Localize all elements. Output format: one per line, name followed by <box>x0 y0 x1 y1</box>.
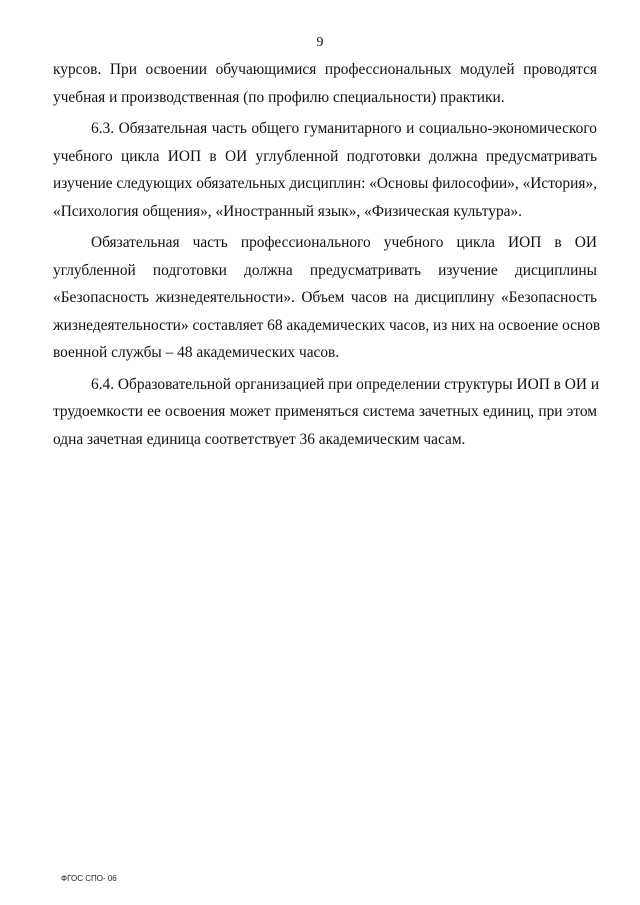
text-line: учебного цикла ИОП в ОИ углубленной подготовки должна предусматривать <box>53 147 597 165</box>
text-line: «Безопасность жизнедеятельности». Объем часов на дисциплину «Безопасность <box>53 289 597 306</box>
text-line: трудоемкости ее освоения может применяться система зачетных единиц, при этом <box>53 403 597 420</box>
text-line: военной службы – 48 академических часов. <box>53 344 340 361</box>
text-line: одна зачетная единица соответствует 36 академическим часам. <box>53 430 466 448</box>
page-number: 9 <box>316 35 324 50</box>
document-body <box>53 56 601 457</box>
text-line: учебная и производственная (по профилю специальности) практики. <box>53 88 505 106</box>
text-line: 6.3. Обязательная часть общего гуманитарного и социально-экономического <box>91 120 597 137</box>
paragraph-bzh <box>53 229 601 367</box>
paragraph-6-3 <box>53 115 597 225</box>
text-line: 6.4. Образовательной организацией при определении структуры ИОП в ОИ и <box>91 375 600 393</box>
text-line: курсов. При освоении обучающимися профессиональных модулей проводятся <box>53 61 597 78</box>
text-line: жизнедеятельности» составляет 68 академических часов, из них на освоение основ <box>53 316 601 334</box>
text-line: углубленной подготовки должна предусматривать изучение дисциплины <box>53 261 597 279</box>
text-line: «Психология общения», «Иностранный язык», «Физическая культура». <box>53 202 523 220</box>
text-line: Обязательная часть профессионального учебного цикла ИОП в ОИ <box>91 234 597 251</box>
text-line: изучение следующих обязательных дисциплин: «Основы философии», «История», <box>53 175 597 192</box>
footer-label: ФГОС СПО- 06 <box>61 874 117 883</box>
paragraph-1 <box>53 56 597 111</box>
paragraph-6-4 <box>53 371 600 454</box>
